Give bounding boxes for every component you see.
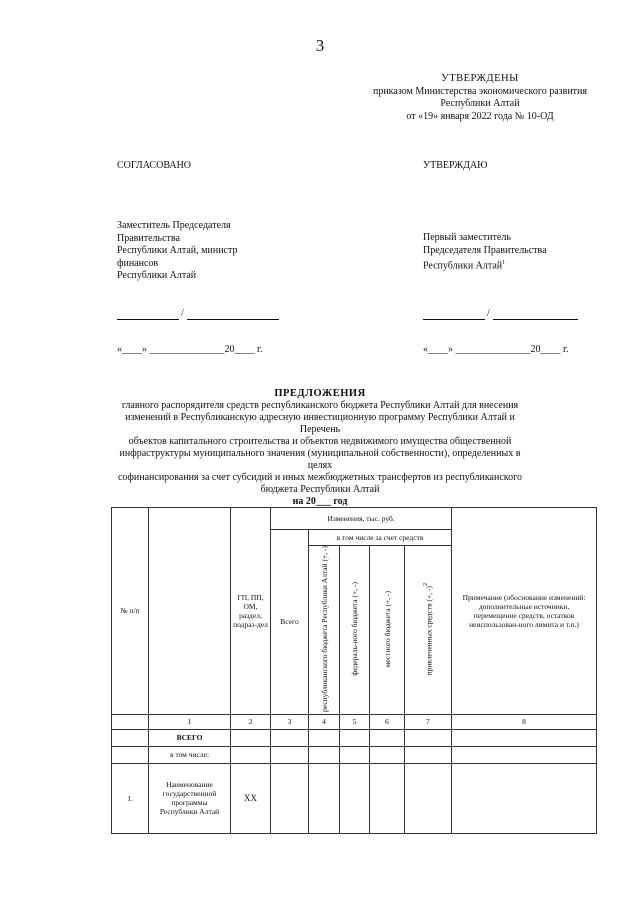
- header-attracted: привлеченных средств (+, -)$^2$: [405, 546, 452, 715]
- row-total-label: ВСЕГО: [149, 729, 231, 746]
- col-num: 4: [309, 714, 340, 729]
- col-num: 2: [231, 714, 271, 729]
- proposal-line: объектов капитального строительства и объектов недвижимого имущества общественной: [128, 436, 512, 447]
- proposal-line: бюджета Республики Алтай: [260, 484, 380, 495]
- cell: [271, 763, 309, 833]
- approval-line: приказом Министерства экономического развития: [372, 85, 588, 97]
- position-line: Первый заместитель: [423, 232, 511, 243]
- proposal-line: главного распорядителя средств республиканского бюджета Республики Алтай для внесения: [121, 400, 519, 411]
- proposal-heading: ПРЕДЛОЖЕНИЯ: [274, 388, 366, 399]
- cell: [112, 729, 149, 746]
- row1-number: 1.: [112, 763, 149, 833]
- table-row: [112, 746, 597, 763]
- col-num: 3: [271, 714, 309, 729]
- cell: [452, 763, 597, 833]
- right-sign-date: «____» _______________20____ г.: [423, 344, 569, 355]
- row-including-label: в том числе:: [149, 746, 231, 763]
- approval-line: от «19» января 2022 года № 10-ОД: [406, 110, 554, 122]
- left-sign-heading: СОГЛАСОВАНО: [117, 160, 192, 171]
- right-name-line: [493, 319, 578, 320]
- proposal-title-block: [110, 388, 530, 508]
- cell: [340, 729, 370, 746]
- cell: [271, 746, 309, 763]
- header-number: № п/п: [112, 508, 149, 715]
- left-sign-date: «____» _______________20____ г.: [117, 344, 263, 355]
- approval-title: УТВЕРЖДЕНЫ: [441, 73, 519, 84]
- cell: [370, 746, 405, 763]
- proposal-line: софинансирования за счет субсидий и иных межбюджетных трансфертов из республиканского: [117, 472, 522, 483]
- cell: [370, 729, 405, 746]
- header-changes: Изменения, тыс. руб.: [271, 508, 452, 530]
- cell: [405, 729, 452, 746]
- col-num: 6: [370, 714, 405, 729]
- col-num: 1: [149, 714, 231, 729]
- cell: [405, 746, 452, 763]
- cell: [309, 729, 340, 746]
- cell: [112, 746, 149, 763]
- position-line: Правительства: [117, 232, 180, 244]
- header-local: местного бюджета (+, -): [370, 546, 405, 715]
- cell: [231, 729, 271, 746]
- cell: [452, 746, 597, 763]
- position-line: Заместитель Председателя: [117, 220, 231, 231]
- cell: [309, 763, 340, 833]
- col-num: 8: [452, 714, 597, 729]
- right-signature-line: [423, 319, 485, 320]
- cell: [452, 729, 597, 746]
- position-line: Республики Алтай, министр: [117, 245, 238, 256]
- header-including: в том числе за счет средств: [309, 530, 452, 546]
- cell: [340, 746, 370, 763]
- left-name-line: [187, 319, 279, 320]
- col-num: 5: [340, 714, 370, 729]
- slash-divider: /: [181, 308, 184, 319]
- row1-name: Наименование государственной программы Республики Алтай: [149, 763, 231, 833]
- approval-stamp: [360, 73, 600, 123]
- table-row: [112, 763, 597, 833]
- row1-code: XX: [231, 763, 271, 833]
- header-federal: федераль-ного бюджета (+, -): [340, 546, 370, 715]
- position-line: Республики Алтай: [117, 270, 197, 281]
- right-sign-heading: УТВЕРЖДАЮ: [423, 160, 488, 171]
- cell: [370, 763, 405, 833]
- col-num: 7: [405, 714, 452, 729]
- page-number: 3: [315, 36, 325, 55]
- cell: [340, 763, 370, 833]
- proposals-table: [111, 507, 597, 834]
- position-line: финансов: [117, 257, 159, 269]
- left-signature-line: [117, 319, 179, 320]
- col-num: [112, 714, 149, 729]
- position-line: Председателя Правительства: [423, 244, 547, 256]
- column-number-row: [112, 714, 597, 729]
- header-gp-code: ГП, ПП, ОМ, раздел, подраз-дел: [231, 508, 271, 715]
- left-sign-position: [117, 220, 237, 283]
- footnote-mark: 1: [502, 260, 506, 266]
- proposal-year: на 20___ год: [292, 496, 348, 507]
- table-row: [112, 729, 597, 746]
- position-line: Республики Алтай$^1$: [423, 260, 506, 272]
- cell: [405, 763, 452, 833]
- slash-divider: /: [487, 308, 490, 319]
- proposal-line: изменений в Республиканскую адресную инвестиционную программу Республики Алтай и Перечень: [125, 412, 515, 435]
- header-total: Всего: [271, 530, 309, 715]
- proposal-line: инфраструктуры муниципального значения (муниципальной собственности), определенных в целях: [119, 448, 521, 471]
- cell: [271, 729, 309, 746]
- cell: [309, 746, 340, 763]
- header-republican: республиканского бюджета Республики Алтай (+, -): [309, 546, 340, 715]
- approval-line: Республики Алтай: [440, 98, 520, 109]
- cell: [231, 746, 271, 763]
- header-note: Примечание (обоснование изменений: дополнительные источники, перемещение средств, остатков неиспользован-ного лимита и т.п.): [452, 508, 597, 715]
- right-sign-position: [423, 232, 547, 273]
- header-empty: [149, 508, 231, 715]
